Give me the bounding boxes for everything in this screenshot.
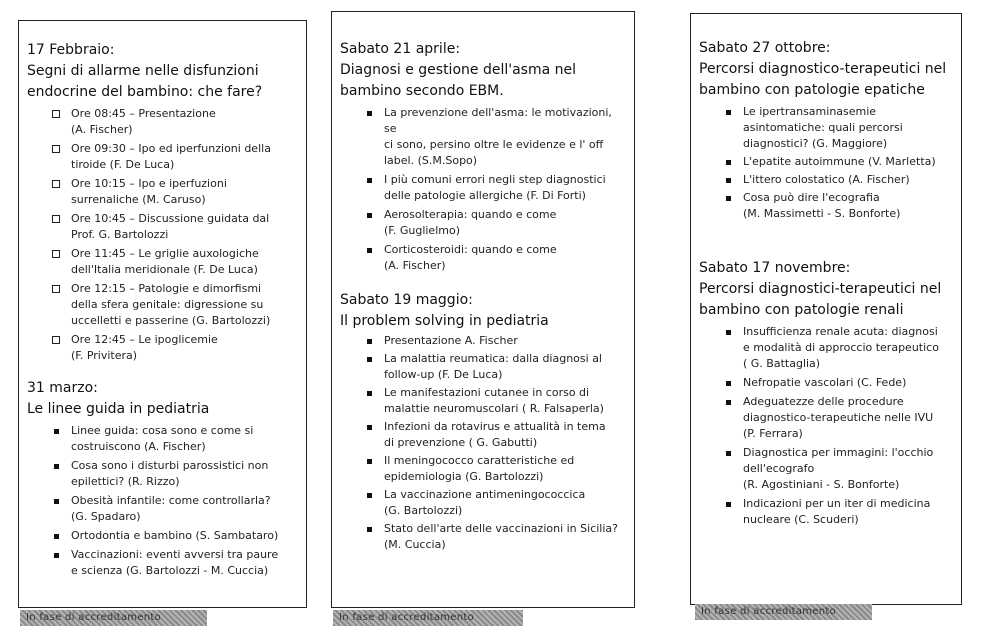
item-text-line: Le ipertransaminasemie bbox=[743, 105, 877, 118]
item-text-line: (G. Bartolozzi) bbox=[384, 504, 463, 517]
session-title: Diagnosi e gestione dell'asma nel bambino secondo EBM. bbox=[340, 62, 576, 99]
item-text-line: Diagnostica per immagini: l'occhio bbox=[743, 446, 934, 459]
bullet-icon bbox=[49, 493, 63, 509]
item-text-line: Ore 12:15 – Patologie e dimorfismi bbox=[71, 282, 262, 295]
bullet-icon bbox=[721, 496, 735, 512]
item-text-line: Infezioni da rotavirus e attualità in tema bbox=[384, 420, 606, 433]
item-text-line: e scienza (G. Bartolozzi - M. Cuccia) bbox=[71, 564, 269, 577]
item-text-line: ( G. Battaglia) bbox=[743, 357, 821, 370]
session-date: Sabato 21 aprile: bbox=[340, 41, 461, 57]
list-item bbox=[27, 547, 292, 579]
item-text-line: (A. Fischer) bbox=[71, 123, 133, 136]
program-panel-1 bbox=[18, 20, 307, 608]
item-text-line: malattie neuromuscolari ( R. Falsaperla) bbox=[384, 402, 604, 415]
session-date: Sabato 19 maggio: bbox=[340, 292, 473, 308]
item-text-line: Vaccinazioni: eventi avversi tra paure bbox=[71, 548, 279, 561]
item-text-line: e modalità di approccio terapeutico bbox=[743, 341, 939, 354]
session-21-aprile bbox=[340, 39, 626, 277]
item-text-line: (F. Guglielmo) bbox=[384, 224, 460, 237]
item-text-line: Ortodontia e bambino (S. Sambataro) bbox=[71, 529, 279, 542]
bullet-icon bbox=[721, 324, 735, 340]
list-item bbox=[340, 172, 626, 204]
item-text-line: costruiscono (A. Fischer) bbox=[71, 440, 206, 453]
item-text-line: di prevenzione ( G. Gabutti) bbox=[384, 436, 538, 449]
session-items bbox=[27, 423, 292, 579]
item-text-line: tiroide (F. De Luca) bbox=[71, 158, 175, 171]
bullet-icon bbox=[362, 487, 376, 503]
item-text-line: Nefropatie vascolari (C. Fede) bbox=[743, 376, 907, 389]
item-text-line: (R. Agostiniani - S. Bonforte) bbox=[743, 478, 900, 491]
session-title: Percorsi diagnostici-terapeutici nel bambino con patologie renali bbox=[699, 281, 942, 318]
session-17-febbraio bbox=[27, 40, 298, 367]
item-text-line: L'epatite autoimmune (V. Marletta) bbox=[743, 155, 936, 168]
list-item bbox=[699, 375, 953, 391]
bullet-icon bbox=[49, 281, 63, 298]
list-item bbox=[27, 141, 298, 173]
list-item bbox=[27, 246, 298, 278]
accreditation-badge: In fase di accreditamento bbox=[333, 610, 523, 626]
item-text-line: asintomatiche: quali percorsi bbox=[743, 121, 903, 134]
item-text-line: epilettici? (R. Rizzo) bbox=[71, 475, 180, 488]
item-text-line: Adeguatezze delle procedure bbox=[743, 395, 904, 408]
item-text-line: della sfera genitale: digressione su bbox=[71, 298, 264, 311]
list-item bbox=[699, 172, 953, 188]
list-item bbox=[340, 105, 626, 169]
bullet-icon bbox=[362, 207, 376, 223]
item-text-line: Cosa può dire l'ecografia bbox=[743, 191, 880, 204]
bullet-icon bbox=[362, 419, 376, 435]
item-text-line: I più comuni errori negli step diagnostici bbox=[384, 173, 606, 186]
list-item bbox=[27, 176, 298, 208]
item-text-line: follow-up (F. De Luca) bbox=[384, 368, 503, 381]
item-text-line: La malattia reumatica: dalla diagnosi al bbox=[384, 352, 602, 365]
session-title: Segni di allarme nelle disfunzioni endocrine del bambino: che fare? bbox=[27, 63, 263, 100]
list-item bbox=[340, 207, 626, 239]
session-date: Sabato 27 ottobre: bbox=[699, 40, 831, 56]
session-items bbox=[27, 106, 298, 364]
item-text-line: uccelletti e passerine (G. Bartolozzi) bbox=[71, 314, 271, 327]
item-text-line: Le manifestazioni cutanee in corso di bbox=[384, 386, 590, 399]
list-item bbox=[340, 385, 626, 417]
list-item bbox=[27, 493, 292, 525]
program-panel-3 bbox=[690, 13, 962, 605]
bullet-icon bbox=[362, 105, 376, 121]
item-text-line: Presentazione A. Fischer bbox=[384, 334, 518, 347]
list-item bbox=[699, 190, 953, 222]
bullet-icon bbox=[49, 246, 63, 263]
item-text-line: Il meningococco caratteristiche ed bbox=[384, 454, 575, 467]
item-text-line: Ore 12:45 – Le ipoglicemie bbox=[71, 333, 218, 346]
bullet-icon bbox=[721, 154, 735, 170]
bullet-icon bbox=[362, 333, 376, 349]
list-item bbox=[27, 458, 292, 490]
list-item bbox=[699, 496, 953, 528]
session-items bbox=[699, 104, 953, 222]
item-text-line: Corticosteroidi: quando e come bbox=[384, 243, 557, 256]
item-text-line: L'ittero colostatico (A. Fischer) bbox=[743, 173, 910, 186]
item-text-line: diagnostici? (G. Maggiore) bbox=[743, 137, 888, 150]
list-item bbox=[699, 104, 953, 152]
bullet-icon bbox=[362, 453, 376, 469]
bullet-icon bbox=[362, 351, 376, 367]
session-31-marzo bbox=[27, 378, 298, 582]
item-text-line: surrenaliche (M. Caruso) bbox=[71, 193, 206, 206]
item-text-line: (P. Ferrara) bbox=[743, 427, 803, 440]
item-text-line: epidemiologia (G. Bartolozzi) bbox=[384, 470, 544, 483]
session-27-ottobre bbox=[699, 38, 953, 224]
item-text-line: delle patologie allergiche (F. Di Forti) bbox=[384, 189, 586, 202]
bullet-icon bbox=[49, 423, 63, 439]
bullet-icon bbox=[721, 394, 735, 410]
accreditation-badge: In fase di accreditamento bbox=[20, 610, 207, 626]
item-text-line: diagnostico-terapeutiche nelle IVU bbox=[743, 411, 934, 424]
item-text-line: Cosa sono i disturbi parossistici non bbox=[71, 459, 269, 472]
bullet-icon bbox=[721, 445, 735, 461]
program-panel-2 bbox=[331, 11, 635, 608]
item-text-line: Ore 10:45 – Discussione guidata dal bbox=[71, 212, 270, 225]
item-text-line: dell'Italia meridionale (F. De Luca) bbox=[71, 263, 258, 276]
item-text-line: Ore 08:45 – Presentazione bbox=[71, 107, 216, 120]
item-text-line: (M. Massimetti - S. Bonforte) bbox=[743, 207, 901, 220]
accreditation-badge: In fase di accreditamento bbox=[695, 604, 872, 620]
list-item bbox=[340, 242, 626, 274]
bullet-icon bbox=[362, 521, 376, 537]
list-item bbox=[699, 324, 953, 372]
bullet-icon bbox=[49, 547, 63, 563]
bullet-icon bbox=[49, 458, 63, 474]
session-title: Le linee guida in pediatria bbox=[27, 401, 210, 417]
item-text-line: Aerosolterapia: quando e come bbox=[384, 208, 557, 221]
item-text-line: dell'ecografo bbox=[743, 462, 815, 475]
item-text-line: nucleare (C. Scuderi) bbox=[743, 513, 859, 526]
bullet-icon bbox=[49, 106, 63, 123]
session-items bbox=[699, 324, 953, 528]
session-items bbox=[340, 105, 626, 274]
list-item bbox=[27, 528, 292, 544]
item-text-line: ci sono, persino oltre le evidenze e l' off bbox=[384, 138, 604, 151]
list-item bbox=[699, 445, 953, 493]
list-item bbox=[699, 394, 953, 442]
item-text-line: Ore 10:15 – Ipo e iperfuzioni bbox=[71, 177, 227, 190]
item-text-line: Prof. G. Bartolozzi bbox=[71, 228, 169, 241]
item-text-line: Ore 11:45 – Le griglie auxologiche bbox=[71, 247, 259, 260]
list-item bbox=[27, 423, 292, 455]
bullet-icon bbox=[721, 104, 735, 120]
session-items bbox=[340, 333, 626, 553]
item-text-line: (A. Fischer) bbox=[384, 259, 446, 272]
item-text-line: Indicazioni per un iter di medicina bbox=[743, 497, 931, 510]
list-item bbox=[27, 106, 298, 138]
item-text-line: Obesità infantile: come controllarla? bbox=[71, 494, 271, 507]
list-item bbox=[340, 351, 626, 383]
list-item bbox=[340, 521, 626, 553]
item-text-line: (G. Spadaro) bbox=[71, 510, 141, 523]
bullet-icon bbox=[362, 172, 376, 188]
list-item bbox=[27, 211, 298, 243]
bullet-icon bbox=[49, 176, 63, 193]
bullet-icon bbox=[721, 172, 735, 188]
session-19-maggio bbox=[340, 290, 626, 555]
list-item bbox=[340, 487, 626, 519]
session-title: Percorsi diagnostico-terapeutici nel bambino con patologie epatiche bbox=[699, 61, 947, 98]
item-text-line: (F. Privitera) bbox=[71, 349, 138, 362]
bullet-icon bbox=[49, 211, 63, 228]
item-text-line: La vaccinazione antimeningococcica bbox=[384, 488, 586, 501]
session-date: Sabato 17 novembre: bbox=[699, 260, 851, 276]
session-date: 31 marzo: bbox=[27, 380, 98, 396]
session-title: Il problem solving in pediatria bbox=[340, 313, 549, 329]
item-text-line: Ore 09:30 – Ipo ed iperfunzioni della bbox=[71, 142, 271, 155]
bullet-icon bbox=[49, 332, 63, 349]
item-text-line: La prevenzione dell'asma: le motivazioni, se bbox=[384, 106, 612, 135]
bullet-icon bbox=[721, 375, 735, 391]
session-17-novembre bbox=[699, 258, 953, 531]
list-item bbox=[27, 281, 298, 329]
bullet-icon bbox=[49, 141, 63, 158]
list-item bbox=[340, 419, 626, 451]
bullet-icon bbox=[362, 242, 376, 258]
list-item bbox=[340, 333, 626, 349]
list-item bbox=[699, 154, 953, 170]
session-date: 17 Febbraio: bbox=[27, 42, 115, 58]
item-text-line: Linee guida: cosa sono e come si bbox=[71, 424, 254, 437]
bullet-icon bbox=[362, 385, 376, 401]
item-text-line: label. (S.M.Sopo) bbox=[384, 154, 478, 167]
item-text-line: Insufficienza renale acuta: diagnosi bbox=[743, 325, 938, 338]
item-text-line: Stato dell'arte delle vaccinazioni in Sicilia? bbox=[384, 522, 618, 535]
item-text-line: (M. Cuccia) bbox=[384, 538, 446, 551]
bullet-icon bbox=[49, 528, 63, 544]
list-item bbox=[27, 332, 298, 364]
list-item bbox=[340, 453, 626, 485]
bullet-icon bbox=[721, 190, 735, 206]
